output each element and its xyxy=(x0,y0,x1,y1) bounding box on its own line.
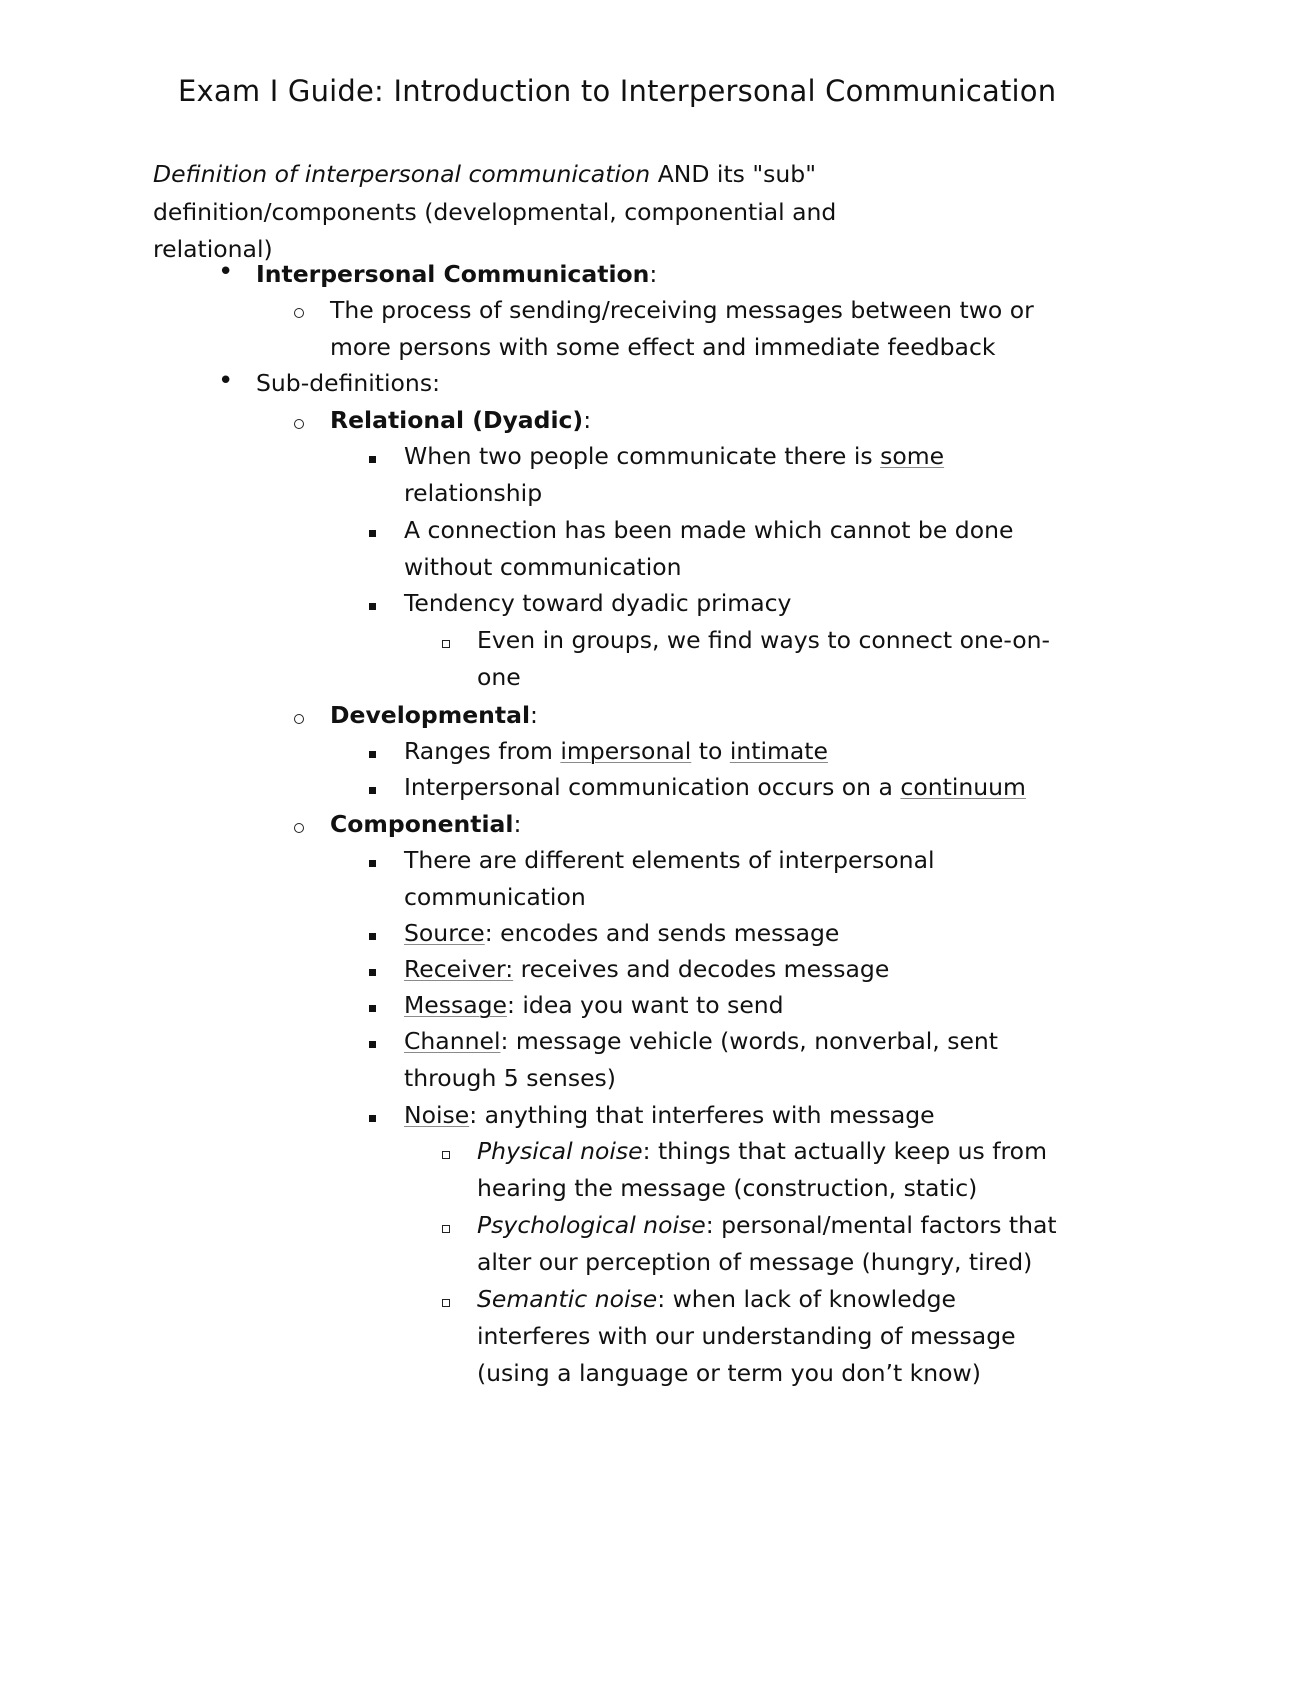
relational-heading xyxy=(330,402,591,440)
psychological-noise-line-1 xyxy=(477,1207,1057,1245)
interpersonal-definition-line-2: more persons with some effect and immediate feedback xyxy=(330,333,996,361)
developmental-heading xyxy=(330,697,538,735)
source-definition: : encodes and sends message xyxy=(484,919,840,947)
developmental-point-2 xyxy=(404,769,1026,807)
physical-noise-definition: : things that actually keep us from xyxy=(642,1137,1047,1165)
noise-term: Noise xyxy=(404,1101,470,1129)
receiver-item xyxy=(404,951,889,989)
semantic-noise-line-1 xyxy=(477,1281,956,1319)
square-marker xyxy=(369,787,376,794)
componential-heading xyxy=(330,806,521,844)
semantic-noise-definition: : when lack of knowledge xyxy=(657,1285,956,1313)
interpersonal-label: Interpersonal Communication xyxy=(256,260,650,288)
developmental-label: Developmental xyxy=(330,701,531,729)
text: Interpersonal communication occurs on a xyxy=(404,773,901,801)
receiver-definition: receives and decodes message xyxy=(513,955,890,983)
text: Ranges from xyxy=(404,737,561,765)
colon: : xyxy=(649,260,658,288)
psychological-noise-term: Psychological noise xyxy=(477,1211,706,1239)
relational-point-2-line-1: A connection has been made which cannot be done xyxy=(404,516,1014,544)
source-term: Source xyxy=(404,919,485,947)
psychological-noise-line-2: alter our perception of message (hungry, tired) xyxy=(477,1248,1033,1276)
colon: : xyxy=(530,701,538,729)
componential-point-1-line-2: communication xyxy=(404,883,586,911)
subdefinitions-label: Sub-definitions: xyxy=(256,369,440,397)
underlined-text: intimate xyxy=(729,737,828,765)
square-marker xyxy=(369,530,376,537)
message-definition: : idea you want to send xyxy=(507,991,784,1019)
square-marker xyxy=(369,456,376,463)
interpersonal-heading xyxy=(256,256,657,294)
receiver-term: Receiver: xyxy=(404,955,514,983)
circle-marker xyxy=(294,823,304,833)
intro-line-3: relational) xyxy=(153,235,273,263)
hollow-square-marker xyxy=(442,1299,450,1307)
colon: : xyxy=(513,810,522,838)
text: to xyxy=(691,737,730,765)
semantic-noise-line-2: interferes with our understanding of message xyxy=(477,1322,1016,1350)
relational-point-2-line-2: without communication xyxy=(404,553,682,581)
square-marker xyxy=(369,1041,376,1048)
relational-subpoint-line-2: one xyxy=(477,663,521,691)
interpersonal-definition-line-1: The process of sending/receiving messages between two or xyxy=(330,296,1034,324)
semantic-noise-line-3: (using a language or term you don’t know) xyxy=(477,1359,981,1387)
message-item xyxy=(404,987,784,1025)
message-term: Message xyxy=(404,991,507,1019)
bullet-marker: • xyxy=(218,366,234,396)
relational-point-1-line-2: relationship xyxy=(404,479,543,507)
square-marker xyxy=(369,1005,376,1012)
channel-item-line-2: through 5 senses) xyxy=(404,1064,616,1092)
hollow-square-marker xyxy=(442,1151,450,1159)
relational-point-3: Tendency toward dyadic primacy xyxy=(404,589,792,617)
square-marker xyxy=(369,751,376,758)
hollow-square-marker xyxy=(442,640,450,648)
physical-noise-line-2: hearing the message (construction, static) xyxy=(477,1174,978,1202)
psychological-noise-definition: : personal/mental factors that xyxy=(705,1211,1057,1239)
physical-noise-line-1 xyxy=(477,1133,1047,1171)
relational-point-1-line-1 xyxy=(404,438,944,476)
developmental-point-1 xyxy=(404,733,828,771)
underlined-text: continuum xyxy=(900,773,1026,801)
circle-marker xyxy=(294,714,304,724)
componential-label: Componential xyxy=(330,810,514,838)
page-title: Exam I Guide: Introduction to Interpersonal Communication xyxy=(178,74,1057,108)
physical-noise-term: Physical noise xyxy=(477,1137,643,1165)
underlined-text: some xyxy=(880,442,945,470)
source-item xyxy=(404,915,839,953)
square-marker xyxy=(369,969,376,976)
channel-term: Channel xyxy=(404,1027,501,1055)
circle-marker xyxy=(294,308,304,318)
square-marker xyxy=(369,933,376,940)
intro-line-2: definition/components (developmental, componential and xyxy=(153,197,837,226)
channel-definition: : message vehicle (words, nonverbal, sent xyxy=(500,1027,999,1055)
colon: : xyxy=(583,406,592,434)
relational-subpoint-line-1: Even in groups, we find ways to connect one-on- xyxy=(477,626,1050,654)
relational-label: Relational (Dyadic) xyxy=(330,406,584,434)
semantic-noise-term: Semantic noise xyxy=(477,1285,658,1313)
text: When two people communicate there is xyxy=(404,442,881,470)
intro-rest: AND its "sub" xyxy=(650,160,817,188)
square-marker xyxy=(369,1115,376,1122)
square-marker xyxy=(369,603,376,610)
circle-marker xyxy=(294,419,304,429)
hollow-square-marker xyxy=(442,1225,450,1233)
noise-definition: : anything that interferes with message xyxy=(469,1101,935,1129)
channel-item-line-1 xyxy=(404,1023,998,1061)
intro-paragraph xyxy=(153,156,933,269)
componential-point-1-line-1: There are different elements of interpersonal xyxy=(404,846,935,874)
square-marker xyxy=(369,860,376,867)
bullet-marker: • xyxy=(218,257,234,287)
noise-item xyxy=(404,1097,935,1135)
underlined-text: impersonal xyxy=(560,737,692,765)
intro-italic: Definition of interpersonal communication xyxy=(153,160,651,188)
